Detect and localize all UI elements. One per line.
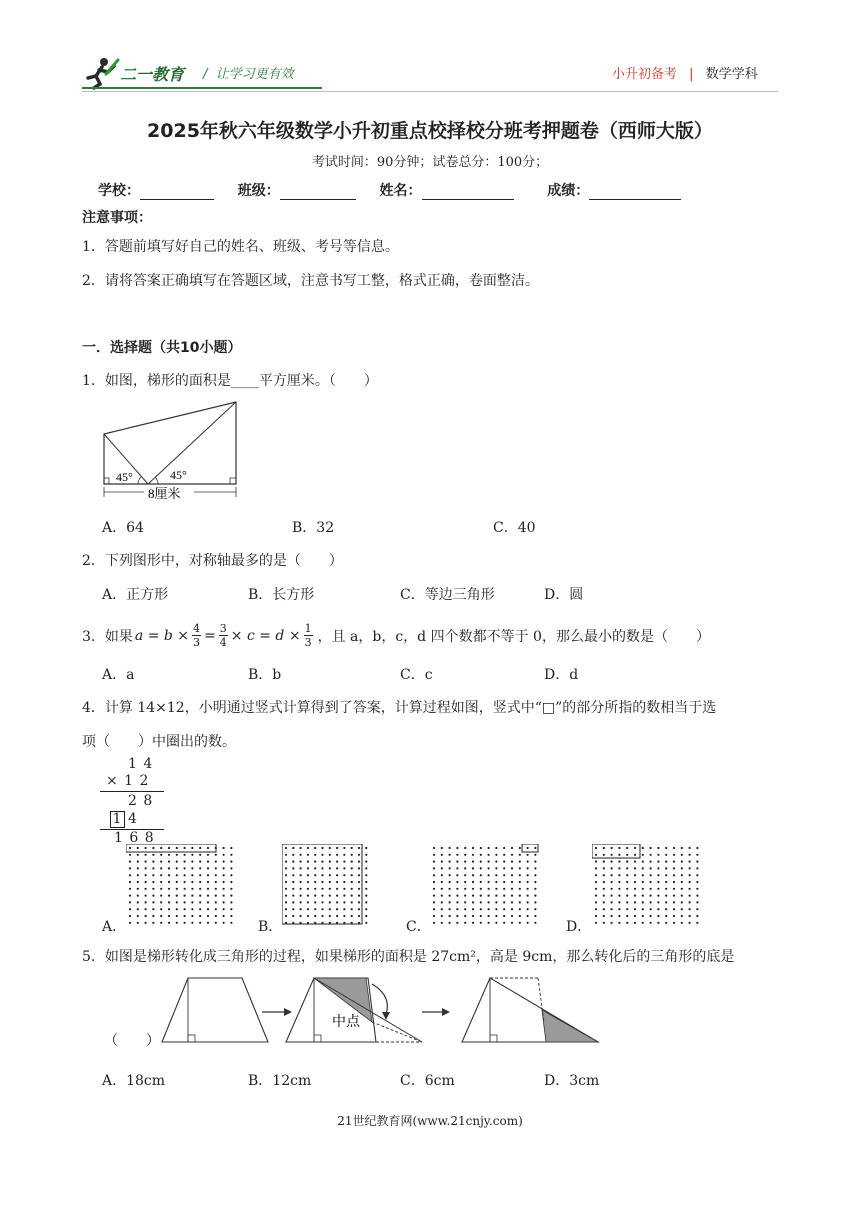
- section-title: 一．选择题（共10小题）: [82, 340, 242, 356]
- q1-trapezoid-figure: [98, 398, 244, 502]
- q4-row4: 4: [128, 811, 138, 827]
- header-rule: [82, 91, 778, 92]
- q4-vertical-calc: [100, 756, 166, 846]
- q2-text: 2．下列图形中，对称轴最多的是（ ）: [82, 553, 343, 569]
- q4-option-d[interactable]: D．: [566, 919, 592, 935]
- q5-option-b[interactable]: B．12cm: [248, 1073, 312, 1089]
- q1-option-b[interactable]: B．32: [292, 520, 335, 536]
- q1-option-c[interactable]: C．40: [493, 520, 536, 536]
- q3-option-b[interactable]: B．b: [248, 667, 282, 683]
- circled-region: [126, 844, 216, 852]
- q4-dot-grid-c: [430, 844, 542, 928]
- header-separator: |: [689, 67, 694, 82]
- q3-prefix: 3．如果: [82, 628, 133, 645]
- header-subject: 数学学科: [705, 67, 758, 82]
- q4-row5: 1 6 8: [114, 830, 155, 846]
- logo-text: 二一教育: [120, 65, 185, 84]
- class-label: 班级：: [237, 183, 280, 199]
- name-blank[interactable]: [422, 185, 514, 200]
- q3-option-d[interactable]: D．d: [544, 667, 579, 683]
- q4-line1: 4．计算 14×12，小明通过竖式计算得到了答案，计算过程如图，竖式中“□”的部分所指的数相当于选: [82, 700, 717, 716]
- q5-line1: 5．如图是梯形转化成三角形的过程，如果梯形的面积是 27cm²，高是 9cm，那么转化后的三角形的底是: [82, 949, 735, 965]
- q4-row2: × 1 2: [106, 773, 150, 789]
- q3-suffix: ，且 a，b，c，d 四个数都不等于 0，那么最小的数是（ ）: [317, 628, 710, 645]
- q4-dot-grid-d: [592, 844, 704, 928]
- circled-region: [592, 844, 640, 858]
- q4-dot-grid-b: [282, 844, 374, 928]
- q5-transform-figure: [158, 972, 608, 1048]
- note-2: 2．请将答案正确填写在答题区域，注意书写工整，格式正确，卷面整洁。: [82, 273, 539, 289]
- logo-runner-icon: [82, 54, 122, 90]
- q1-bottom-label: 8厘米: [148, 486, 181, 501]
- q2-option-b[interactable]: B．长方形: [248, 587, 315, 603]
- page-header: [0, 0, 860, 95]
- q4-option-c[interactable]: C．: [406, 919, 431, 935]
- q1-option-a[interactable]: A．64: [102, 520, 144, 536]
- q4-line2: 项（ ）中圈出的数。: [82, 734, 236, 750]
- exam-info: 考试时间：90分钟；试卷总分：100分；: [311, 155, 549, 170]
- info-fields: [98, 180, 681, 200]
- note-1: 1．答题前填写好自己的姓名、班级、考号等信息。: [82, 239, 399, 255]
- q3-option-c[interactable]: C．c: [400, 667, 433, 683]
- q2-option-a[interactable]: A．正方形: [102, 587, 169, 603]
- q4-boxed-digit: 1: [110, 811, 125, 828]
- q5-option-c[interactable]: C．6cm: [400, 1073, 455, 1089]
- header-right: [612, 63, 758, 82]
- q4-row1: 1 4: [128, 756, 154, 772]
- school-label: 学校：: [98, 183, 140, 199]
- score-label: 成绩：: [547, 183, 590, 199]
- q1-right-angle: 45°: [170, 468, 187, 482]
- school-blank[interactable]: [140, 185, 214, 200]
- q3-equation: a = b × 4 3 = 3 4 × c = d × 1 3: [134, 622, 312, 649]
- q3-text: [82, 622, 710, 649]
- q5-paren: （ ）: [104, 1033, 160, 1049]
- q5-option-d[interactable]: D．3cm: [544, 1073, 600, 1089]
- slogan: / 让学习更有效: [203, 67, 294, 82]
- notes-heading: 注意事项：: [82, 210, 152, 226]
- q1-text: 1．如图，梯形的面积是____平方厘米。（ ）: [82, 373, 378, 389]
- header-category: 小升初备考: [612, 67, 678, 82]
- circled-region: [282, 844, 362, 924]
- class-blank[interactable]: [280, 185, 356, 200]
- q5-option-a[interactable]: A．18cm: [102, 1073, 166, 1089]
- q2-option-d[interactable]: D．圆: [544, 587, 584, 603]
- logo-underline: [82, 87, 322, 89]
- q3-option-a[interactable]: A．a: [102, 667, 135, 683]
- q4-option-a[interactable]: A．: [102, 919, 127, 935]
- q4-option-b[interactable]: B．: [258, 919, 283, 935]
- q4-dot-grid-a: [126, 844, 238, 928]
- slogan-text: 让学习更有效: [215, 67, 294, 82]
- page-title: 2025年秋六年级数学小升初重点校择校分班考押题卷（西师大版）: [147, 120, 713, 142]
- q5-midpoint-label: 中点: [332, 1015, 360, 1030]
- name-label: 姓名：: [379, 183, 422, 199]
- score-blank[interactable]: [589, 185, 681, 200]
- footer-text: 21世纪教育网(www.21cnjy.com): [337, 1114, 523, 1128]
- q1-left-angle: 45°: [116, 470, 133, 484]
- q4-row3: 2 8: [128, 793, 154, 809]
- q2-option-c[interactable]: C．等边三角形: [400, 587, 495, 603]
